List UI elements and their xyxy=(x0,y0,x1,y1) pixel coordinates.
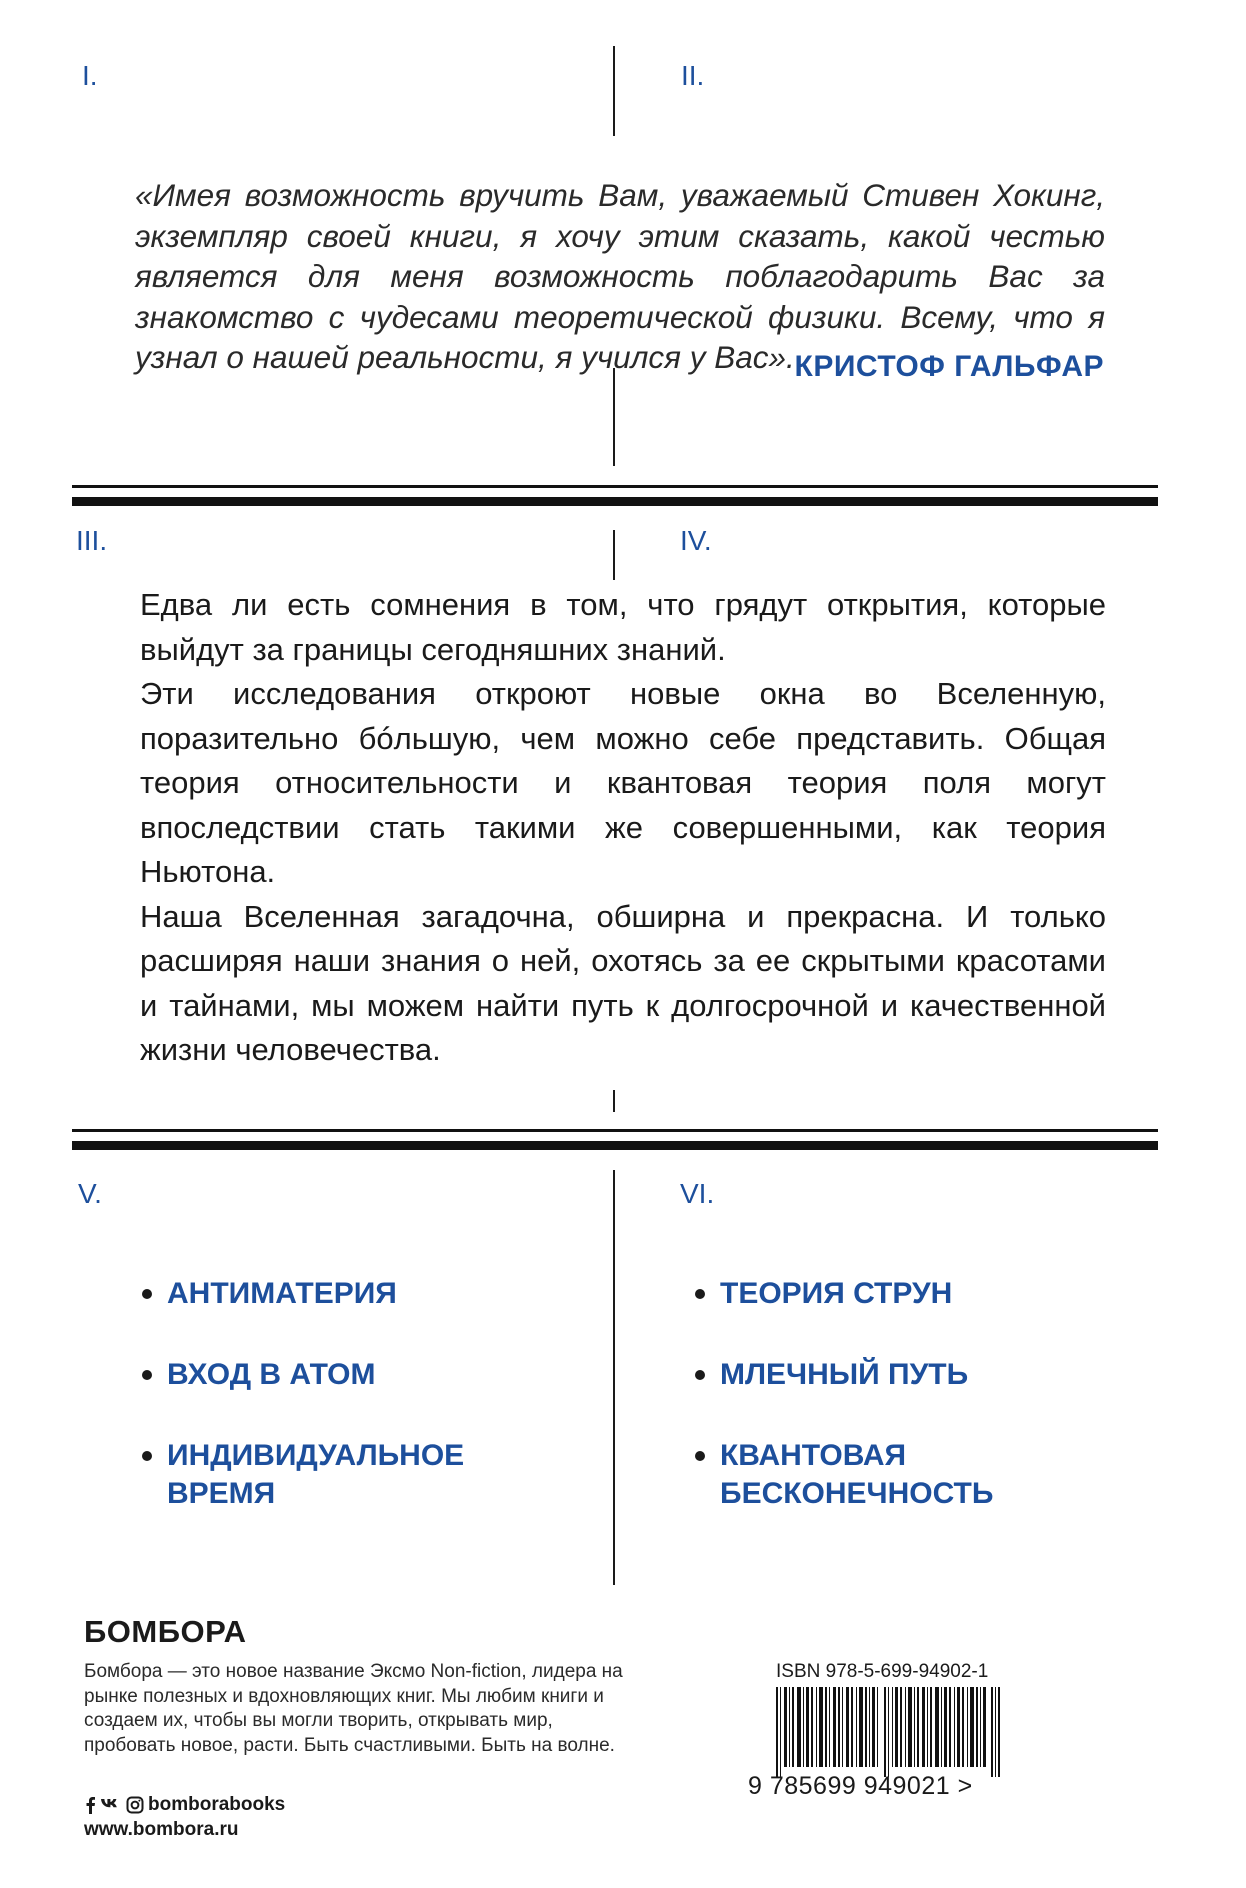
section-numeral-1: I. xyxy=(82,60,98,91)
barcode-icon xyxy=(776,1687,1000,1777)
body-paragraph-1: Едва ли есть сомнения в том, что грядут открытия, которые выйдут за границы сегодняшних знаний. xyxy=(140,587,1106,667)
rule-thin-2 xyxy=(72,1129,1158,1132)
vertical-divider-quote xyxy=(613,368,615,466)
rule-thin-1 xyxy=(72,485,1158,488)
rule-thick-2 xyxy=(72,1141,1158,1150)
body-text xyxy=(140,583,1106,1073)
quote-author: КРИСТОФ ГАЛЬФАР xyxy=(794,350,1104,383)
website-link[interactable]: www.bombora.ru xyxy=(84,1819,239,1840)
vk-icon[interactable] xyxy=(100,1798,122,1812)
topic-right-1: ТЕОРИЯ СТРУН xyxy=(720,1275,1100,1313)
body-paragraph-3: Наша Вселенная загадочна, обширна и прекрасна. И только расширяя наши знания о ней, охотясь за ее скрытыми красотами и тайнами, мы можем найти путь к долгосрочной и качественной жизни человечества. xyxy=(140,898,1106,1067)
publisher-logo: БОМБОРА xyxy=(84,1614,247,1649)
publisher-description: Бомбора — это новое название Эксмо Non-fiction, лидера на рынке полезных и вдохновляющих книг. Мы любим книги и создаем их, чтобы вы могли творить, открывать мир, пробовать новое, расти. Быть счастливыми. Быть на волне. xyxy=(84,1661,623,1756)
isbn-label: ISBN 978-5-699-94902-1 xyxy=(776,1661,989,1682)
barcode-digits: 9 785699 949021 > xyxy=(748,1772,973,1800)
topic-right-2: МЛЕЧНЫЙ ПУТЬ xyxy=(720,1356,1100,1394)
facebook-icon[interactable] xyxy=(84,1796,96,1814)
bullet-icon xyxy=(142,1451,152,1461)
section-numeral-2: II. xyxy=(681,60,705,91)
section-numeral-3: III. xyxy=(76,525,108,556)
bullet-icon xyxy=(142,1370,152,1380)
section-numeral-6: VI. xyxy=(680,1178,715,1209)
section-numeral-5: V. xyxy=(78,1178,102,1209)
social-links[interactable] xyxy=(84,1794,285,1816)
quote-text: «Имея возможность вручить Вам, уважаемый Стивен Хокинг, экземпляр своей книги, я хочу этим сказать, какой честью является для меня возможность поблагодарить Вас за знакомство с чудесами теоретической физики. Всему, что я узнал о нашей реальности, я учился у Вас». xyxy=(135,177,1105,375)
body-paragraph-2: Эти исследования откроют новые окна во Вселенную, поразительно бóльшую, чем можно себе представить. Общая теория относительности и квантовая теория поля могут впоследствии стать такими же совершенными, как теория Ньютона. xyxy=(140,676,1106,889)
vertical-divider-topics xyxy=(613,1170,615,1585)
bullet-icon xyxy=(695,1289,705,1299)
vertical-divider-short xyxy=(613,1090,615,1112)
section-numeral-4: IV. xyxy=(680,525,712,556)
vertical-divider-mid xyxy=(613,530,615,580)
rule-thick-1 xyxy=(72,497,1158,506)
social-handle[interactable]: bomborabooks xyxy=(148,1794,286,1815)
topic-left-1: АНТИМАТЕРИЯ xyxy=(167,1275,547,1313)
bullet-icon xyxy=(142,1289,152,1299)
topic-left-3: ИНДИВИДУАЛЬНОЕ ВРЕМЯ xyxy=(167,1437,517,1513)
vertical-divider-top xyxy=(613,46,615,136)
topic-right-3: КВАНТОВАЯ БЕСКОНЕЧНОСТЬ xyxy=(720,1437,1060,1513)
bullet-icon xyxy=(695,1370,705,1380)
topic-left-2: ВХОД В АТОМ xyxy=(167,1356,547,1394)
bullet-icon xyxy=(695,1451,705,1461)
instagram-icon[interactable] xyxy=(126,1796,144,1814)
